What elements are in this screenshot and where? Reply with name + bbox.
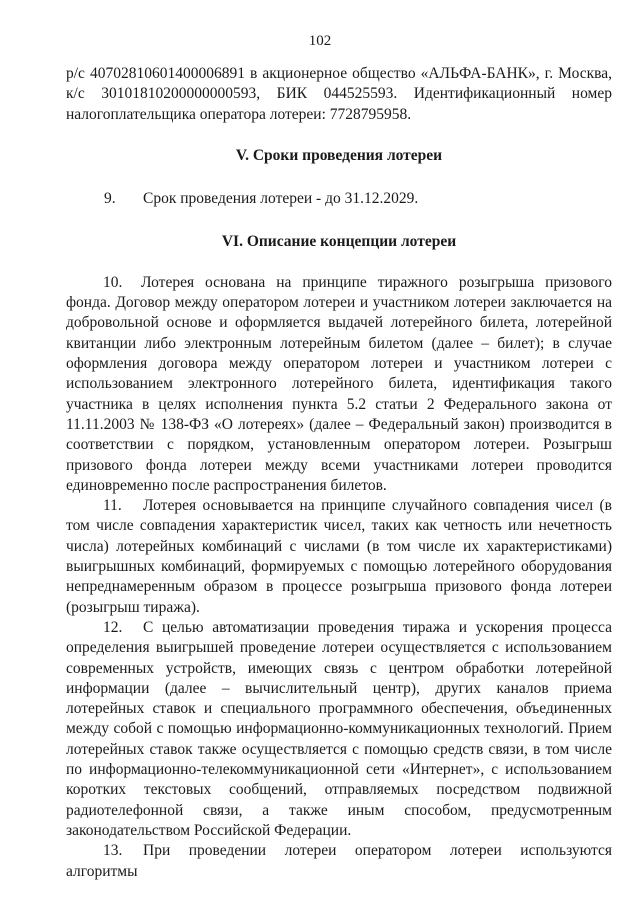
paragraph-9: [66, 189, 612, 209]
paragraph-13: [66, 841, 612, 882]
paragraph-text: С целью автоматизации проведения тиража и ускорения процесса определения выигрышей проведение лотереи осуществляется с использованием современных устройств, имеющих связь с центром обработки лотерейной информации (далее – вычислительный центр), других каналов приема лотерейных ставок и специального программного обеспечения, объединенных между собой с помощью информационно-коммуникационных технологий. Прием лотерейных ставок также осуществляется с помощью средств связи, в том числе по информационно-телекоммуникационной сети «Интернет», с использованием коротких текстовых сообщений, отправляемых посредством подвижной радиотелефонной связи, а также иным способом, предусмотренным законодательством Российской Федерации.: [66, 618, 612, 839]
bank-details: [66, 64, 612, 125]
paragraph-text: Лотерея основана на принципе тиражного розыгрыша призового фонда. Договор между оператором лотереи и участником лотереи заключается на добровольной основе и оформляется выдачей лотерейного билета, лотерейной квитанции либо электронным лотерейным билетом (далее – билет); в случае оформления договора между оператором лотереи и участником лотереи с использованием электронного лотерейного билета, идентификация такого участника в целях исполнения пункта 5.2 статьи 2 Федерального закона от 11.11.2003 № 138-ФЗ «О лотереях» (далее – Федеральный закон) производится в соответствии с порядком, установленным оператором лотереи. Розыгрыш призового фонда лотереи между всеми участниками лотереи проводится единовременно после распространения билетов.: [66, 273, 612, 494]
paragraph-number: 10.: [103, 273, 123, 291]
paragraph-number: 12.: [103, 618, 123, 636]
bank-details-line: к/с 30101810200000000593, БИК 044525593. Идентификационный номер: [66, 85, 612, 103]
paragraph-number: 11.: [103, 497, 122, 515]
bank-details-line: налогоплательщика оператора лотереи: 7728795958.: [66, 105, 412, 123]
section-heading-terms: V. Сроки проведения лотереи: [235, 146, 443, 164]
page-number: 102: [308, 33, 332, 49]
paragraph-number: 9.: [104, 189, 116, 207]
paragraph-10: [66, 273, 612, 496]
paragraph-number: 13.: [103, 842, 123, 860]
paragraph-11: [66, 496, 612, 618]
section-heading-concept: VI. Описание концепции лотереи: [221, 232, 457, 250]
bank-details-line: р/с 40702810601400006891 в акционерное общество «АЛЬФА-БАНК», г. Москва,: [66, 65, 612, 82]
paragraph-text: Срок проведения лотереи - до 31.12.2029.: [143, 189, 419, 207]
paragraph-text: При проведении лотереи оператором лотереи используются алгоритмы: [66, 842, 612, 880]
paragraph-12: [66, 618, 612, 841]
document-body: [66, 64, 612, 882]
paragraph-text: Лотерея основывается на принципе случайного совпадения чисел (в том числе совпадения характеристик чисел, таких как четность или нечетность числа) лотерейных комбинаций с числами (в том числе их характеристиками) выигрышных комбинаций, формируемых с помощью лотерейного оборудования непреднамеренным образом в процессе розыгрыша призового фонда лотереи (розыгрыш тиража).: [66, 497, 612, 616]
